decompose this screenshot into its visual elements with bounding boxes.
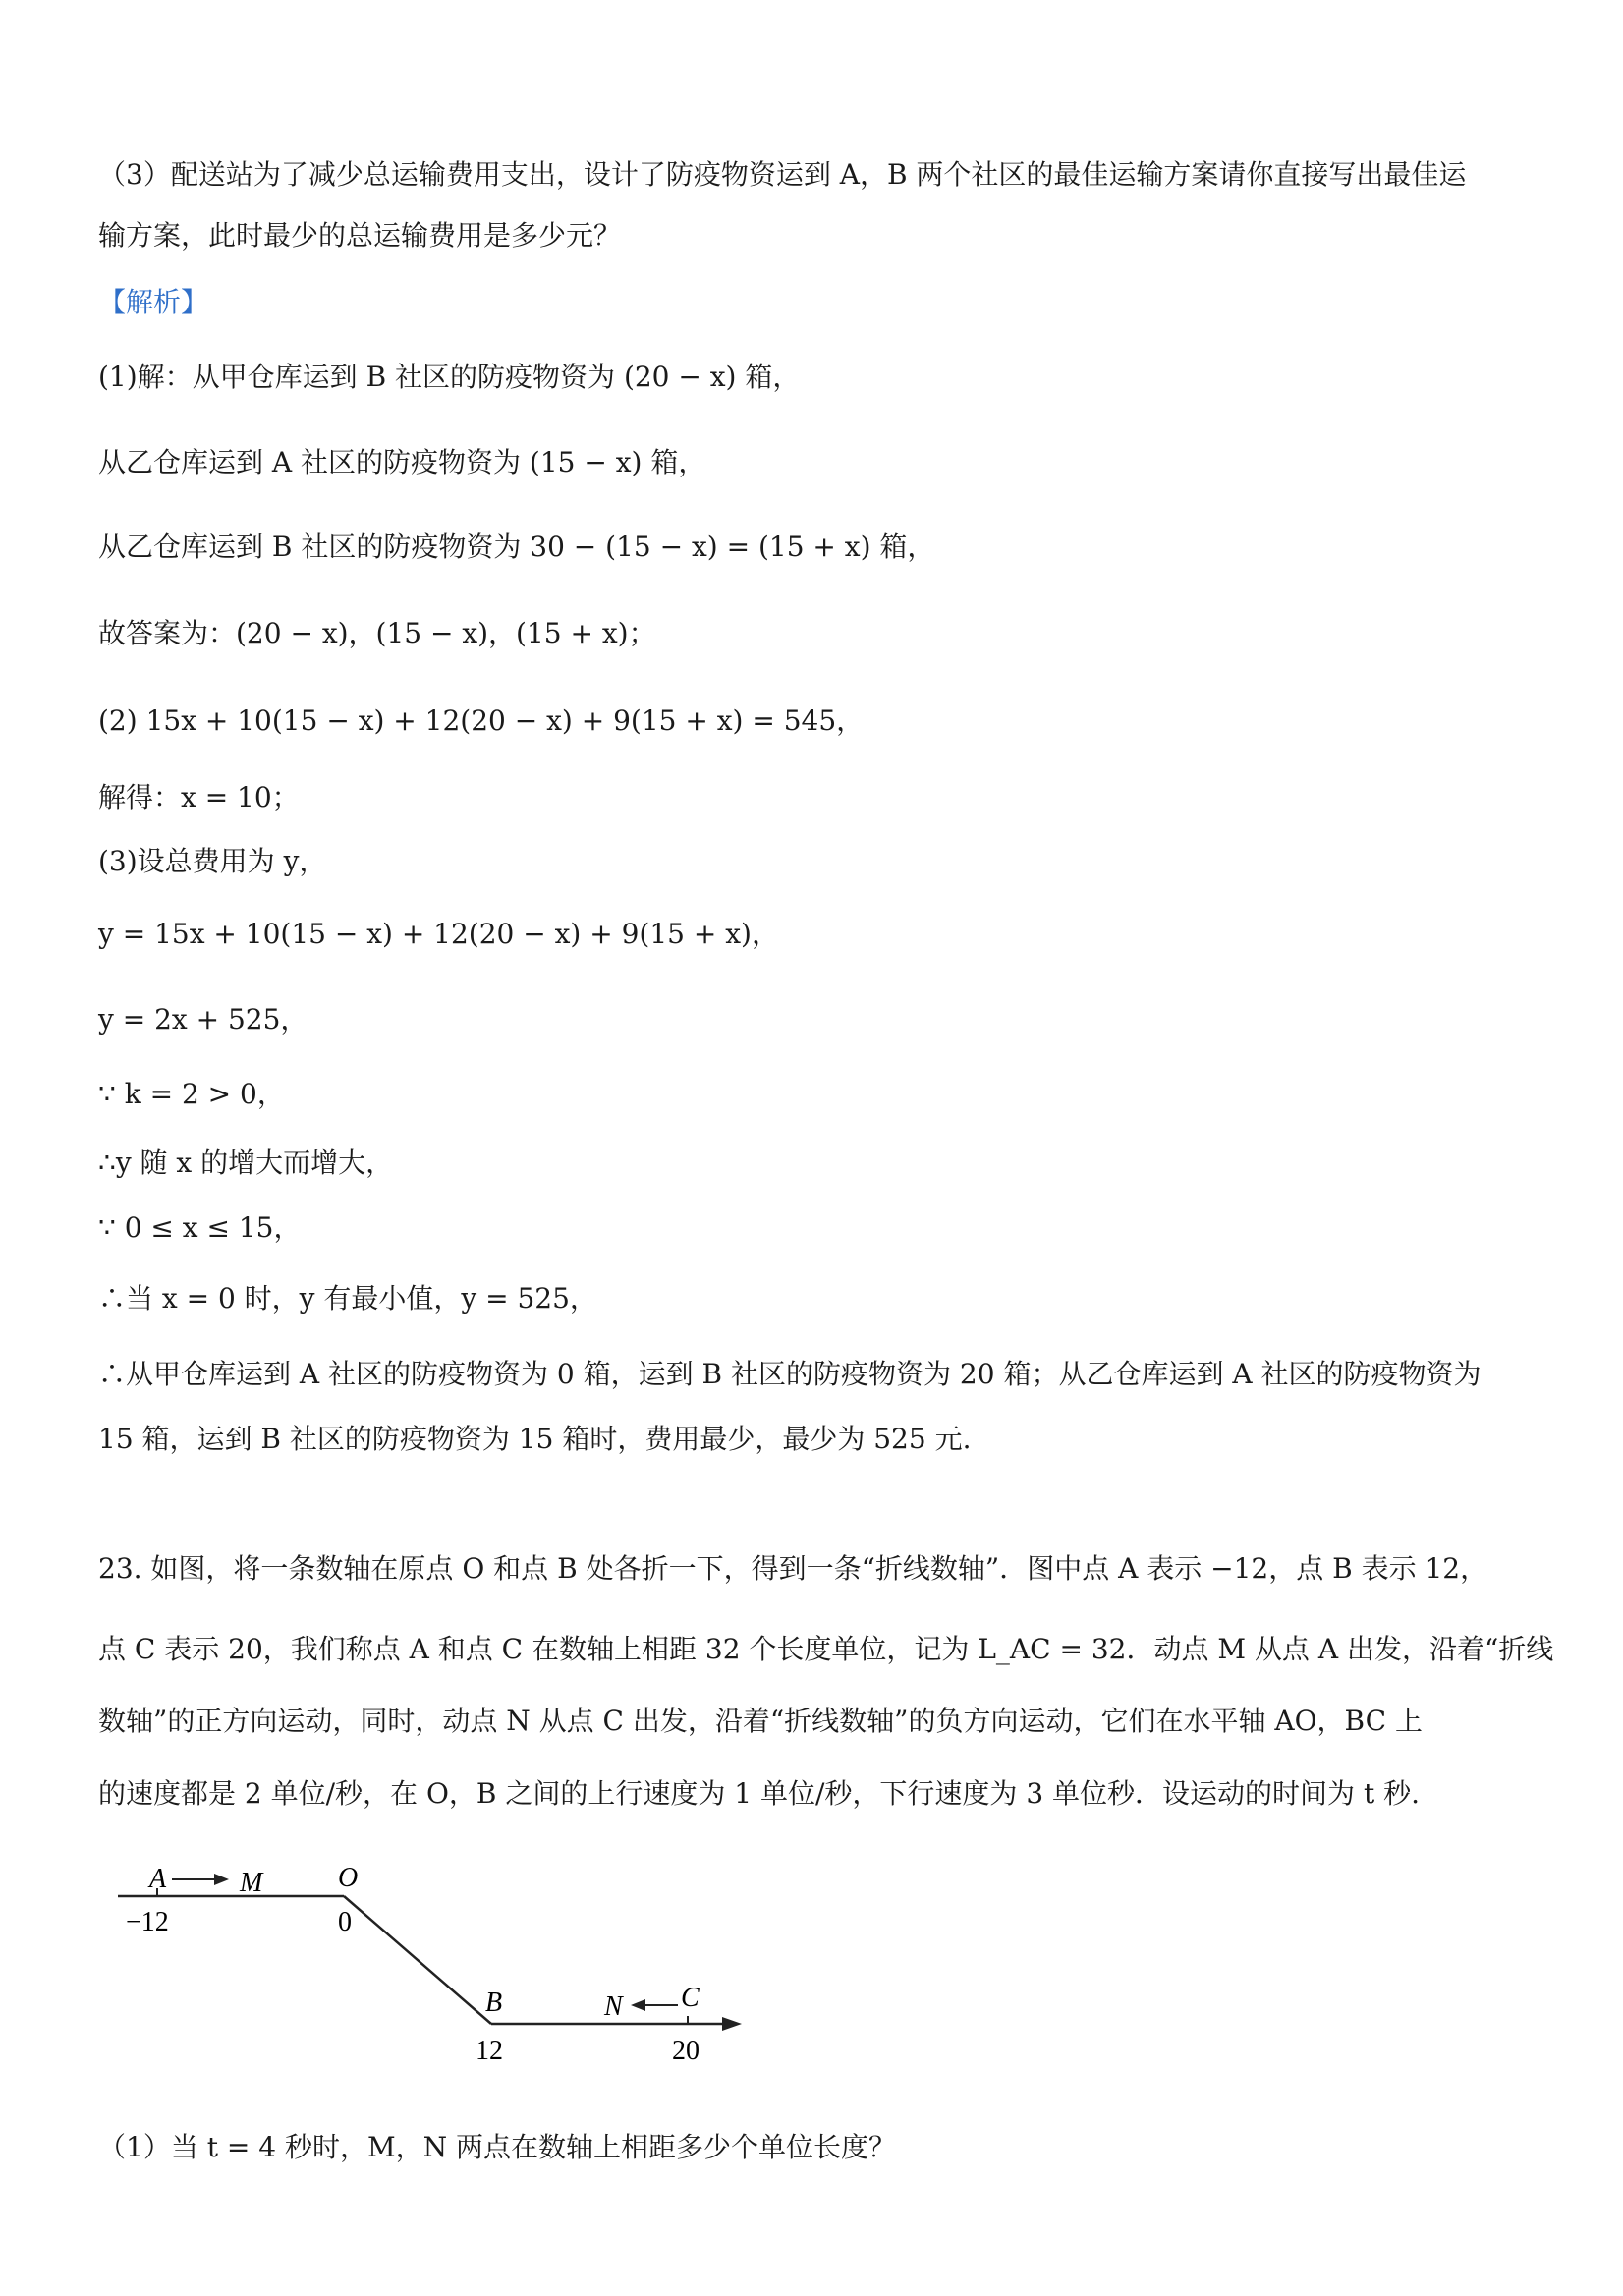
axis-arrowhead xyxy=(722,2017,742,2031)
subquestion-1: （1）当 t = 4 秒时，M，N 两点在数轴上相距多少个单位长度？ xyxy=(98,2131,897,2163)
motion-arrowhead-n xyxy=(631,1999,645,2011)
axis-segment-ob xyxy=(344,1896,491,2024)
point-label-c: C xyxy=(681,1983,700,2013)
text-line: (2) 15x + 10(15 − x) + 12(20 − x) + 9(15 + x) = 545， xyxy=(98,704,865,737)
point-label-a: A xyxy=(149,1864,167,1894)
tick-value-a: −12 xyxy=(126,1907,169,1937)
question-text: 点 C 表示 20，我们称点 A 和点 C 在数轴上相距 32 个长度单位，记为 L_AC = 32．动点 M 从点 A 出发，沿着“折线 xyxy=(98,1633,1554,1665)
text-line: y = 15x + 10(15 − x) + 12(20 − x) + 9(15 + x)， xyxy=(98,918,779,950)
text-line: ∵ k = 2 > 0， xyxy=(98,1078,285,1110)
motion-arrowhead-m xyxy=(214,1874,229,1885)
point-label-o: O xyxy=(338,1863,359,1893)
text-line: 15 箱，运到 B 社区的防疫物资为 15 箱时，费用最少，最少为 525 元. xyxy=(98,1423,972,1455)
text-line: 输方案，此时最少的总运输费用是多少元？ xyxy=(98,219,622,252)
text-line: ∴y 随 x 的增大而增大， xyxy=(98,1147,394,1179)
text-line: 从乙仓库运到 B 社区的防疫物资为 30 − (15 − x) = (15 + x) 箱， xyxy=(98,531,935,563)
text-line: ∴当 x = 0 时，y 有最小值，y = 525， xyxy=(98,1282,597,1315)
text-line: y = 2x + 525， xyxy=(98,1003,308,1036)
tick-value-c: 20 xyxy=(672,2036,700,2066)
text-line: （3）配送站为了减少总运输费用支出，设计了防疫物资运到 A，B 两个社区的最佳运输方案请你直接写出最佳运 xyxy=(98,158,1467,191)
text-line: 故答案为：(20 − x)，(15 − x)，(15 + x)； xyxy=(98,617,656,649)
text-line: 从乙仓库运到 A 社区的防疫物资为 (15 − x) 箱， xyxy=(98,446,706,478)
analysis-tag: 【解析】 xyxy=(98,286,209,318)
text-line: ∴从甲仓库运到 A 社区的防疫物资为 0 箱，运到 B 社区的防疫物资为 20 箱；从乙仓库运到 A 社区的防疫物资为 xyxy=(98,1358,1482,1390)
point-label-m: M xyxy=(240,1868,263,1898)
tick-value-b: 12 xyxy=(476,2036,503,2066)
question-text: 的速度都是 2 单位/秒，在 O，B 之间的上行速度为 1 单位/秒，下行速度为 3 单位秒．设运动的时间为 t 秒. xyxy=(98,1777,1421,1810)
tick-value-o: 0 xyxy=(338,1907,352,1937)
text-line: 解得：x = 10； xyxy=(98,781,300,813)
question-text: 数轴”的正方向运动，同时，动点 N 从点 C 出发，沿着“折线数轴”的负方向运动，它们在水平轴 AO，BC 上 xyxy=(98,1705,1423,1737)
text-line: ∵ 0 ≤ x ≤ 15， xyxy=(98,1211,302,1244)
question-text: 23. 如图，将一条数轴在原点 O 和点 B 处各折一下，得到一条“折线数轴”．图中点 A 表示 −12，点 B 表示 12， xyxy=(98,1552,1488,1585)
text-line: (3)设总费用为 y， xyxy=(98,845,327,877)
point-label-b: B xyxy=(485,1988,503,2018)
point-label-n: N xyxy=(604,1991,623,2022)
text-line: (1)解：从甲仓库运到 B 社区的防疫物资为 (20 − x) 箱， xyxy=(98,361,801,393)
